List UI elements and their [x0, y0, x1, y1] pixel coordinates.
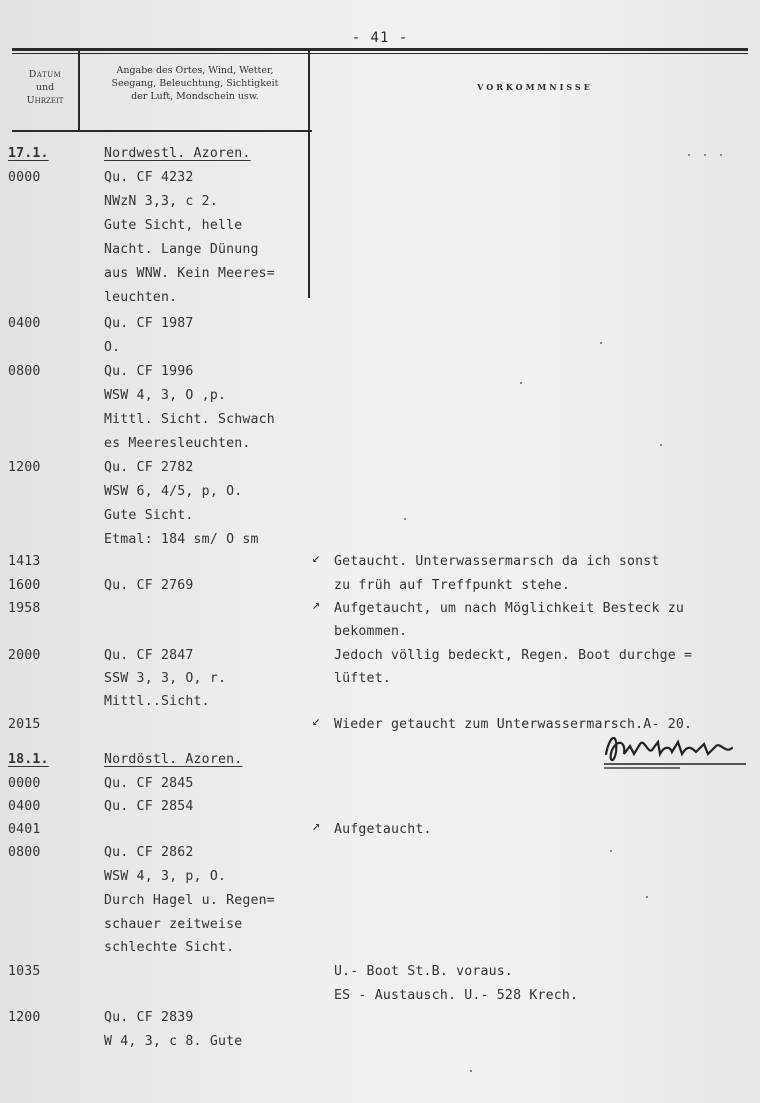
scan-speck [660, 444, 662, 446]
column-divider-1 [78, 48, 80, 130]
log-time: 0800 [8, 364, 41, 379]
log-time: 2000 [8, 648, 41, 663]
log-weather: Mittl..Sicht. [104, 694, 210, 709]
header-angabe-line: der Luft, Mondschein usw. [131, 91, 259, 102]
log-weather: Qu. CF 1987 [104, 316, 194, 331]
log-weather: WSW 4, 3, p, O. [104, 869, 227, 884]
scan-speck [646, 896, 648, 898]
log-time: 0400 [8, 316, 41, 331]
page-number: - 41 - [351, 30, 409, 46]
header-und-label: und [35, 82, 55, 93]
log-time: 0000 [8, 170, 41, 185]
log-weather: Qu. CF 2769 [104, 578, 194, 593]
log-weather: Durch Hagel u. Regen= [104, 893, 275, 908]
log-weather: leuchten. [104, 290, 178, 305]
header-bottom-rule [12, 130, 312, 132]
log-weather: Qu. CF 2845 [104, 776, 194, 791]
log-event: U.- Boot St.B. voraus. [334, 964, 514, 979]
log-time: 0800 [8, 845, 41, 860]
log-time: 2015 [8, 717, 41, 732]
log-location: Nordöstl. Azoren. [104, 752, 243, 767]
log-event: Aufgetaucht, um nach Möglichkeit Besteck zu [334, 601, 685, 616]
log-weather: Gute Sicht. [104, 508, 194, 523]
log-weather: Qu. CF 1996 [104, 364, 194, 379]
log-event: bekommen. [334, 624, 408, 639]
dive-arrow-icon: ↙ [312, 713, 321, 729]
header-top-rule-thin [12, 53, 748, 54]
header-angabe-line: Seegang, Beleuchtung, Sichtigkeit [111, 78, 279, 89]
log-weather: W 4, 3, c 8. Gute [104, 1034, 243, 1049]
log-weather: Qu. CF 4232 [104, 170, 194, 185]
scan-speck [704, 154, 706, 156]
log-weather: WSW 6, 4/5, p, O. [104, 484, 243, 499]
header-datum-uhrzeit [12, 68, 78, 107]
log-time: 1200 [8, 1010, 41, 1025]
commander-signature [600, 724, 750, 774]
log-time: 1413 [8, 554, 41, 569]
surface-arrow-icon: ↗ [312, 818, 321, 834]
log-weather: schlechte Sicht. [104, 940, 235, 955]
header-vorkommnisse: VORKOMMNISSE [477, 82, 593, 92]
log-weather: aus WNW. Kein Meeres= [104, 266, 275, 281]
log-weather: Mittl. Sicht. Schwach [104, 412, 275, 427]
scan-speck [720, 154, 722, 156]
log-event: Getaucht. Unterwassermarsch da ich sonst [334, 554, 660, 569]
scan-speck [600, 342, 602, 344]
log-weather: Gute Sicht, helle [104, 218, 243, 233]
scan-speck [688, 154, 690, 156]
log-event: ES - Austausch. U.- 528 Krech. [334, 988, 579, 1003]
log-weather: Qu. CF 2782 [104, 460, 194, 475]
header-uhrzeit-label: Uhrzeit [26, 95, 64, 106]
log-weather: NWzN 3,3, c 2. [104, 194, 218, 209]
header-top-rule [12, 48, 748, 51]
log-weather: Nacht. Lange Dünung [104, 242, 259, 257]
log-weather: es Meeresleuchten. [104, 436, 251, 451]
log-time: 1200 [8, 460, 41, 475]
log-weather: Qu. CF 2847 [104, 648, 194, 663]
log-time: 1600 [8, 578, 41, 593]
log-time: 1958 [8, 601, 41, 616]
log-weather: Qu. CF 2854 [104, 799, 194, 814]
scan-speck [470, 1070, 472, 1072]
log-event: Jedoch völlig bedeckt, Regen. Boot durchge = [334, 648, 693, 663]
log-event: lüftet. [334, 671, 391, 686]
header-angabe [82, 64, 308, 103]
log-location: Nordwestl. Azoren. [104, 146, 251, 161]
log-weather: schauer zeitweise [104, 917, 243, 932]
log-time: 1035 [8, 964, 41, 979]
scan-speck [404, 518, 406, 520]
log-weather: Qu. CF 2839 [104, 1010, 194, 1025]
log-event: Aufgetaucht. [334, 822, 432, 837]
scan-speck [520, 382, 522, 384]
log-weather: WSW 4, 3, O ,p. [104, 388, 227, 403]
surface-arrow-icon: ↗ [312, 597, 321, 613]
log-weather: Qu. CF 2862 [104, 845, 194, 860]
log-weather: O. [104, 340, 121, 355]
header-datum-label: Datum [28, 69, 62, 80]
log-weather: SSW 3, 3, O, r. [104, 671, 227, 686]
log-date: 17.1. [8, 146, 49, 161]
log-time: 0000 [8, 776, 41, 791]
log-event: zu früh auf Treffpunkt stehe. [334, 578, 571, 593]
header-angabe-line: Angabe des Ortes, Wind, Wetter, [116, 65, 274, 76]
log-weather: Etmal: 184 sm/ O sm [104, 532, 259, 547]
scan-speck [610, 850, 612, 852]
log-time: 0400 [8, 799, 41, 814]
log-time: 0401 [8, 822, 41, 837]
log-date: 18.1. [8, 752, 49, 767]
log-event: Wieder getaucht zum Unterwassermarsch.A- 20. [334, 717, 693, 732]
dive-arrow-icon: ↙ [312, 550, 321, 566]
